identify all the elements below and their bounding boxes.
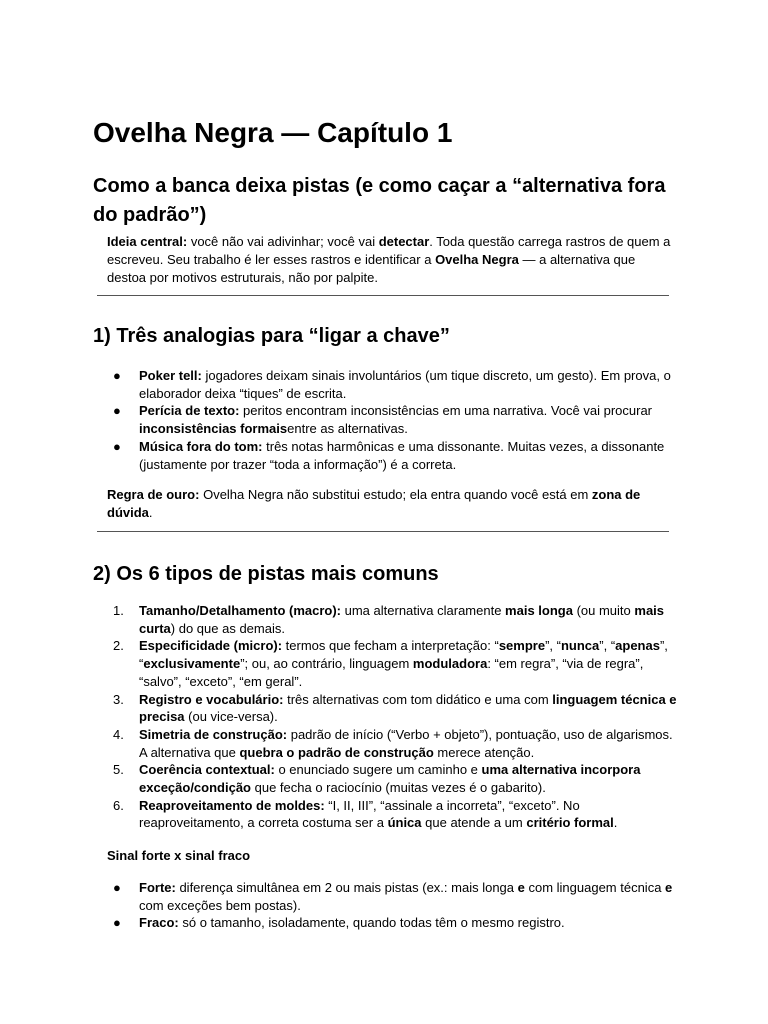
intro-text-2: . Toda questão carrega rastros de quem a escreveu. Seu trabalho é ler esses rastros e identificar a xyxy=(107,234,671,267)
item-bold: inconsistências formais xyxy=(139,421,288,437)
item-text: entre as alternativas. xyxy=(287,421,408,437)
page-title: Ovelha Negra — Capítulo 1 xyxy=(93,117,453,148)
intro-label: Ideia central: xyxy=(107,234,188,249)
item-number: 6. xyxy=(113,797,124,813)
item-text: (ou muito xyxy=(572,603,635,618)
item-label: Reaproveitamento de moldes: xyxy=(139,797,325,813)
rule-label: Regra de ouro: xyxy=(107,487,200,502)
intro-bold-2: Ovelha Negra xyxy=(435,252,519,267)
item-text: padrão de início (“Verbo + objeto”), pontuação, uso de algarismos. A alternativa que xyxy=(139,726,673,760)
intro-text-1: você não vai adivinhar; você vai xyxy=(187,234,379,249)
item-bold: linguagem técnica e precisa xyxy=(139,691,677,725)
page-subtitle: Como a banca deixa pistas (e como caçar a “alternativa fora do padrão”) xyxy=(93,175,666,226)
divider-2 xyxy=(97,531,669,532)
bullet-icon: ● xyxy=(113,880,121,895)
item-bold: e xyxy=(517,880,525,895)
item-number: 2. xyxy=(113,638,124,654)
item-bold: sempre xyxy=(498,638,546,654)
item-bold: e xyxy=(665,880,673,895)
item-text: que fecha o raciocínio (muitas vezes é o gabarito). xyxy=(251,780,546,796)
item-number: 1. xyxy=(113,603,124,618)
item-text: uma alternativa claramente xyxy=(341,603,506,618)
analogies-list xyxy=(113,367,678,473)
item-text: com exceções bem postas). xyxy=(139,897,301,913)
list-item xyxy=(113,879,678,914)
section-2-heading: 2) Os 6 tipos de pistas mais comuns xyxy=(93,563,439,585)
bullet-icon: ● xyxy=(113,368,121,383)
item-bold: mais longa xyxy=(505,603,573,618)
bullet-icon: ● xyxy=(113,438,121,454)
list-item xyxy=(113,402,678,437)
item-text: merece atenção. xyxy=(433,744,535,760)
item-text: ”, “ xyxy=(139,638,668,672)
item-bold: nunca xyxy=(560,638,600,654)
item-label: Tamanho/Detalhamento (macro): xyxy=(139,603,342,618)
item-text: jogadores deixam sinais involuntários (um tique discreto, um gesto). Em prova, o elaborador deixa “tiques” de escrita. xyxy=(139,368,671,401)
intro-paragraph xyxy=(107,233,677,287)
item-label: Perícia de texto: xyxy=(139,403,240,419)
rule-bold: zona de dúvida xyxy=(107,487,641,520)
section-1-heading: 1) Três analogias para “ligar a chave” xyxy=(93,325,450,347)
item-text: ”, “ xyxy=(545,638,561,654)
item-number: 3. xyxy=(113,691,124,707)
item-label: Especificidade (micro): xyxy=(139,638,283,654)
list-item xyxy=(113,438,678,473)
item-number: 5. xyxy=(113,762,124,778)
item-text: o enunciado sugere um caminho e xyxy=(274,762,482,778)
item-label: Forte: xyxy=(139,880,176,895)
item-number: 4. xyxy=(113,726,124,742)
divider-1 xyxy=(97,295,669,296)
item-text: ”; ou, ao contrário, linguagem xyxy=(240,656,413,672)
rule-text-1: Ovelha Negra não substitui estudo; ela entra quando você está em xyxy=(199,487,592,502)
item-text: três alternativas com tom didático e uma com xyxy=(283,691,553,707)
item-bold: uma alternativa incorpora exceção/condição xyxy=(139,762,641,796)
item-label: Música fora do tom: xyxy=(139,438,263,454)
intro-text-3: — a alternativa que destoa por motivos estruturais, não por palpite. xyxy=(107,252,636,285)
item-text: (ou vice-versa). xyxy=(184,709,278,725)
item-text: termos que fecham a interpretação: “ xyxy=(282,638,499,654)
item-text: três notas harmônicas e uma dissonante. Muitas vezes, a dissonante (justamente por trazer “toda a informação”) é a correta. xyxy=(139,438,665,472)
item-bold: mais curta xyxy=(139,603,665,636)
list-item xyxy=(113,914,678,932)
list-item xyxy=(113,797,678,832)
item-text: com linguagem técnica xyxy=(524,880,666,895)
item-text: “I, II, III”, “assinale a incorreta”, “exceto”. No reaproveitamento, a correta costuma ser a xyxy=(139,797,580,831)
clues-list xyxy=(113,602,678,832)
item-bold: única xyxy=(387,815,422,831)
item-text: que atende a um xyxy=(421,815,527,831)
list-item xyxy=(113,726,678,761)
item-text: : “em regra”, “via de regra”, “salvo”, “exceto”, “em geral”. xyxy=(139,656,644,689)
item-bold: exclusivamente xyxy=(143,656,241,672)
item-bold: critério formal xyxy=(526,815,614,831)
signal-list xyxy=(113,879,678,932)
golden-rule-paragraph xyxy=(107,486,677,522)
item-label: Registro e vocabulário: xyxy=(139,691,284,707)
item-text: ”, “ xyxy=(599,638,616,654)
item-bold: apenas xyxy=(615,638,660,654)
item-text: diferença simultânea em 2 ou mais pistas (ex.: mais longa xyxy=(175,880,518,895)
item-bold: quebra o padrão de construção xyxy=(239,744,434,760)
item-label: Simetria de construção: xyxy=(139,726,288,742)
bullet-icon: ● xyxy=(113,403,121,419)
list-item xyxy=(113,602,678,637)
item-label: Coerência contextual: xyxy=(139,762,275,778)
intro-bold-1: detectar xyxy=(378,234,430,249)
item-text: peritos encontram inconsistências em uma narrativa. Você vai procurar xyxy=(239,403,653,419)
item-label: Fraco: xyxy=(139,915,179,931)
item-label: Poker tell: xyxy=(139,368,202,383)
list-item xyxy=(113,637,678,690)
item-text: só o tamanho, isoladamente, quando todas têm o mesmo registro. xyxy=(178,915,565,931)
item-text: . xyxy=(613,815,618,831)
list-item xyxy=(113,691,678,726)
list-item xyxy=(113,367,678,402)
bullet-icon: ● xyxy=(113,915,121,931)
signal-heading: Sinal forte x sinal fraco xyxy=(107,848,251,863)
item-text: ) do que as demais. xyxy=(170,620,285,636)
rule-text-2: . xyxy=(148,505,153,520)
list-item xyxy=(113,761,678,796)
item-bold: moduladora xyxy=(412,656,488,672)
